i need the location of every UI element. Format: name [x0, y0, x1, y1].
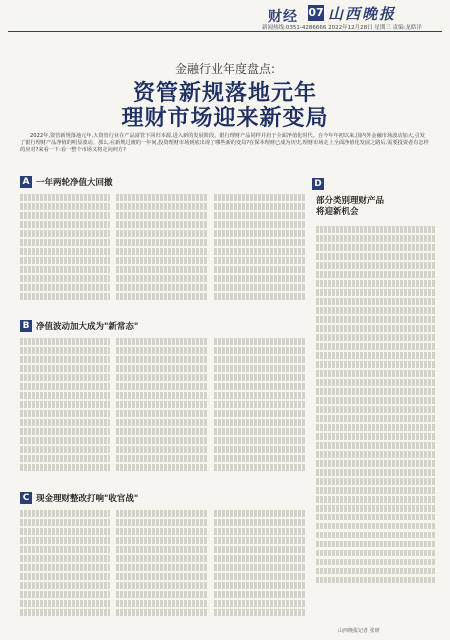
body-column-a3 — [214, 192, 306, 314]
body-column-c1 — [20, 508, 110, 624]
section-d-heading — [312, 178, 328, 190]
section-name: 财经 — [268, 9, 298, 25]
section-c-heading — [20, 492, 138, 504]
body-column-a2 — [116, 192, 208, 314]
masthead-meta: 新闻热线:0351-4286666 2022年12月28日 星期三 责编:龙皓洋 — [262, 25, 422, 31]
headline-line-1: 资管新规落地元年 — [132, 80, 317, 106]
section-b-letter: B — [20, 320, 32, 332]
section-b-heading — [20, 320, 138, 332]
section-d-title — [316, 196, 384, 218]
section-d-title-line-1: 部分类别理财产品 — [316, 196, 385, 206]
body-column-b1 — [20, 336, 110, 484]
headline-line-2: 理财市场迎来新变局 — [121, 105, 329, 131]
section-d-title-line-2: 将迎新机会 — [316, 207, 359, 217]
section-a-heading — [20, 176, 113, 188]
section-a-title: 一年两轮净值大回撤 — [36, 178, 113, 188]
section-b-title: 净值波动加大成为"新常态" — [36, 322, 139, 332]
section-c-letter: C — [20, 492, 32, 504]
masthead — [0, 0, 450, 34]
section-d-letter: D — [312, 178, 324, 190]
body-column-c3 — [214, 508, 306, 624]
reporter-credit: 山西晚报记者 张研 — [338, 628, 380, 634]
article-kicker: 金融行业年度盘点: — [174, 62, 276, 76]
section-a-letter: A — [20, 176, 32, 188]
body-column-c2 — [116, 508, 208, 624]
body-column-d — [316, 224, 436, 624]
page-number: 07 — [308, 6, 324, 19]
body-column-b2 — [116, 336, 208, 484]
body-column-b3 — [214, 336, 306, 484]
body-column-a1 — [20, 192, 110, 314]
section-c-title: 现金理财整改打响"收官战" — [36, 494, 139, 504]
article-lead: 2022年,资管新规落地元年,大资管行业在产品富管下回归本源,进入新的发展阶段。银行理财产品同样并肩于全面净值化时代。自今年年初以来,国内外金融市场波动加大,引发了银行理财产品净值的明显波动。那么,在新规过渡的一年间,投资理财市场到底出现了哪些新的变局?在保本理财已成为历史,理财市场走上全面净值化发展之路后,需要投资者有怎样的应对?来看一下:看一整个市场又将走向何方? — [20, 133, 429, 153]
newspaper-name: 山西晚报 — [328, 5, 397, 23]
masthead-divider — [8, 31, 442, 32]
